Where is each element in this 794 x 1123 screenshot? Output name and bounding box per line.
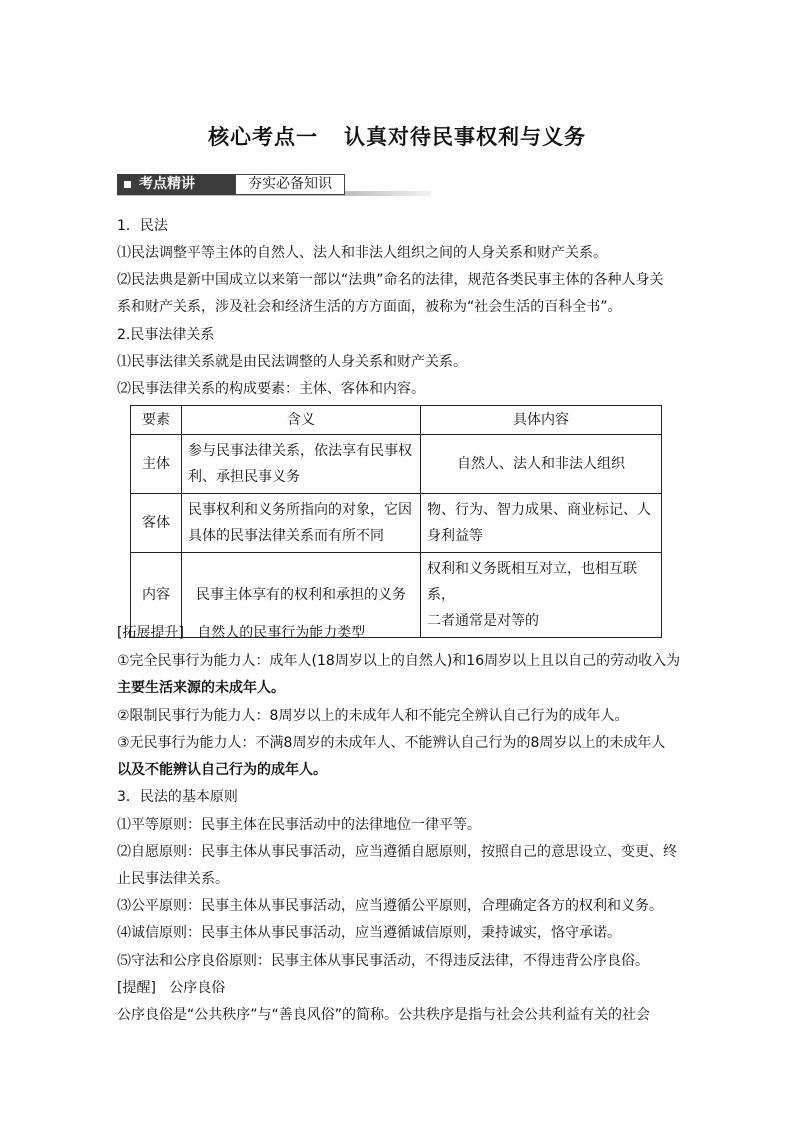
table-cell: 自然人、法人和非法人组织: [421, 435, 662, 494]
paragraph-line: ⑸守法和公序良俗原则：民事主体从事民事活动，不得违反法律，不得违背公序良俗。: [117, 953, 649, 969]
table-cell: 物、行为、智力成果、商业标记、人 身利益等: [421, 494, 662, 553]
table-header: 具体内容: [421, 406, 662, 435]
table-cell: 权利和义务既相互对立，也相互联系， 二者通常是对等的: [421, 553, 662, 638]
table-row: [131, 435, 662, 494]
section-banner: [117, 174, 431, 197]
paragraph-line: ⑵民法典是新中国成立以来第一部以“法典”命名的法律，规范各类民事主体的各种人身关: [117, 272, 664, 288]
table-row: [131, 494, 662, 553]
table-cell: 客体: [131, 494, 182, 553]
paragraph-line: 以及不能辨认自己行为的成年人。: [117, 762, 327, 778]
table-header: 含义: [182, 406, 421, 435]
table-cell: 参与民事法律关系，依法享有民事权 利、承担民事义务: [182, 435, 421, 494]
paragraph-line: ①完全民事行为能力人：成年人(18周岁以上的自然人)和16周岁以上且以自己的劳动收入为: [117, 653, 681, 669]
paragraph-line: ⑴民事法律关系就是由民法调整的人身关系和财产关系。: [117, 354, 467, 370]
paragraph-line: ⑶公平原则：民事主体从事民事活动，应当遵循公平原则，合理确定各方的权利和义务。: [117, 898, 663, 914]
paragraph-line: ⑴民法调整平等主体的自然人、法人和非法人组织之间的人身关系和财产关系。: [117, 245, 607, 261]
table-cell: 内容: [131, 553, 182, 638]
table-cell: 民事权利和义务所指向的对象，它因 具体的民事法律关系而有所不同: [182, 494, 421, 553]
paragraph-line: 止民事法律关系。: [117, 871, 229, 887]
reminder-heading: [提醒] 公序良俗: [117, 980, 226, 996]
paragraph-line: 系和财产关系，涉及社会和经济生活的方方面面，被称为“社会生活的百科全书”。: [117, 299, 622, 315]
paragraph-line: ②限制民事行为能力人：8周岁以上的未成年人和不能完全辨认自己行为的成年人。: [117, 708, 629, 724]
table-header: 要素: [131, 406, 182, 435]
paragraph-line: ⑷诚信原则：民事主体从事民事活动，应当遵循诚信原则，秉持诚实，恪守承诺。: [117, 925, 621, 941]
paragraph-line: 主要生活来源的未成年人。: [117, 680, 285, 696]
banner-tab: 夯实必备知识: [235, 174, 345, 195]
table-cell: 主体: [131, 435, 182, 494]
paragraph-line: ⑴平等原则：民事主体在民事活动中的法律地位一律平等。: [117, 817, 481, 833]
title-part-2: 认真对待民事权利与义务: [344, 125, 586, 149]
paragraph-line: ③无民事行为能力人：不满8周岁的未成年人、不能辨认自己行为的8周岁以上的未成年人: [117, 735, 666, 751]
square-bullet-icon: [124, 181, 131, 188]
extension-heading: [拓展提升] 自然人的民事行为能力类型: [117, 625, 366, 641]
section-heading: 3．民法的基本原则: [117, 789, 238, 805]
banner-label: 考点精讲: [139, 176, 195, 192]
title-part-1: 核心考点一: [208, 125, 318, 149]
page-title: [0, 121, 794, 151]
elements-table: [130, 405, 662, 638]
table-header-row: [131, 406, 662, 435]
section-heading: 2.民事法律关系: [117, 327, 215, 343]
section-heading: 1．民法: [117, 218, 168, 234]
paragraph-line: ⑵民事法律关系的构成要素：主体、客体和内容。: [117, 381, 425, 397]
table-cell: 民事主体享有的权利和承担的义务: [182, 553, 421, 638]
paragraph-line: 公序良俗是“公共秩序”与“善良风俗”的简称。公共秩序是指与社会公共利益有关的社会: [117, 1007, 651, 1023]
paragraph-line: ⑵自愿原则：民事主体从事民事活动，应当遵循自愿原则，按照自己的意思设立、变更、终: [117, 844, 677, 860]
